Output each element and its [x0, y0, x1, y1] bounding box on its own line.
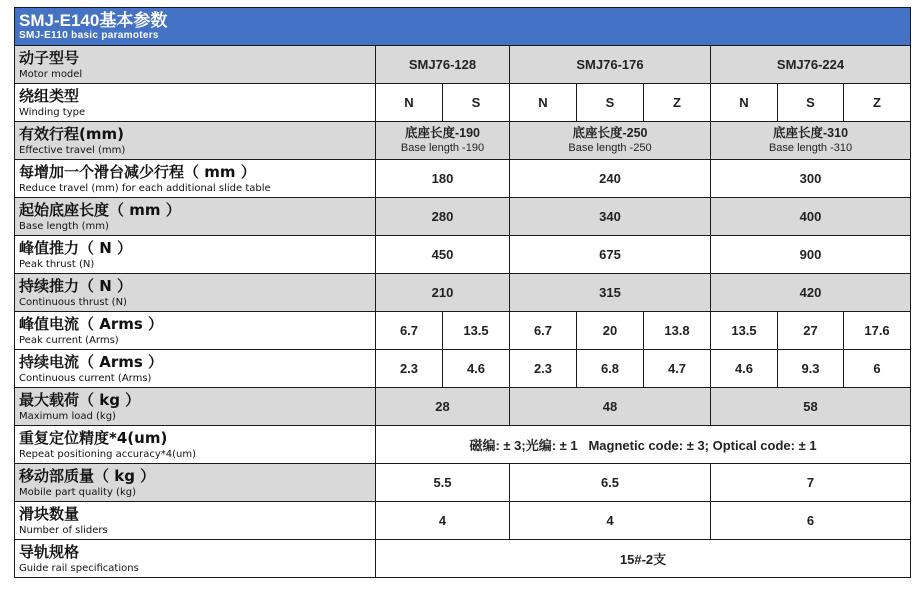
row-reduce-travel	[15, 160, 911, 198]
value-zh: 底座长度-250	[572, 126, 648, 140]
value-cell: 6	[711, 502, 911, 540]
value-cell: 240	[510, 160, 711, 198]
value-cell: 6.8	[577, 350, 644, 388]
value-cell: 4.7	[644, 350, 711, 388]
label-en: Maximum load (kg)	[19, 410, 116, 422]
row-continuous-current	[15, 350, 911, 388]
label-zh: 峰值电流（ Arms ）	[19, 314, 164, 333]
label-zh: 最大载荷（ kg ）	[19, 390, 141, 409]
row-label	[15, 464, 376, 502]
value-cell: 9.3	[778, 350, 844, 388]
value-cell: S	[443, 84, 510, 122]
value-cell	[376, 122, 510, 160]
value-en: Base length -250	[568, 142, 652, 154]
label-en: Effective travel (mm)	[19, 144, 126, 156]
label-en: Mobile part quality (kg)	[19, 486, 136, 498]
value-cell: S	[778, 84, 844, 122]
model-smj76-224: SMJ76-224	[711, 46, 911, 84]
label-zh: 移动部质量（ kg ）	[19, 466, 156, 485]
label-zh: 有效行程(mm)	[19, 124, 124, 143]
value-zh: 底座长度-310	[773, 126, 849, 140]
label-en: Peak current (Arms)	[19, 334, 119, 346]
label-zh: 起始底座长度（ mm ）	[19, 200, 181, 219]
value-cell: Z	[844, 84, 911, 122]
value-cell: S	[577, 84, 644, 122]
value-cell: 420	[711, 274, 911, 312]
value-cell: 13.8	[644, 312, 711, 350]
row-repeat-accuracy	[15, 426, 911, 464]
table-title: SMJ-E140基本参数	[19, 11, 168, 30]
value-cell: 58	[711, 388, 911, 426]
value-cell: 2.3	[376, 350, 443, 388]
row-label	[15, 236, 376, 274]
row-number-of-sliders	[15, 502, 911, 540]
value-cell: 315	[510, 274, 711, 312]
row-label	[15, 46, 376, 84]
label-zh: 持续电流（ Arms ）	[19, 352, 164, 371]
row-label	[15, 274, 376, 312]
value-cell: 13.5	[443, 312, 510, 350]
value-cell: 15#-2支	[376, 540, 911, 578]
value-cell: 2.3	[510, 350, 577, 388]
label-en: Continuous thrust (N)	[19, 296, 127, 308]
value-cell: 5.5	[376, 464, 510, 502]
table-subtitle: SMJ-E110 basic paramoters	[19, 30, 159, 41]
label-en: Base length (mm)	[19, 220, 109, 232]
row-max-load	[15, 388, 911, 426]
label-zh: 绕组类型	[19, 86, 80, 105]
label-zh: 动子型号	[19, 48, 80, 67]
value-cell: 磁编: ± 3;光编: ± 1 Magnetic code: ± 3; Optical code: ± 1	[376, 426, 911, 464]
value-cell: 7	[711, 464, 911, 502]
label-en: Winding type	[19, 106, 86, 118]
parameters-table	[14, 7, 911, 578]
value-zh: 底座长度-190	[404, 126, 481, 140]
value-cell	[510, 122, 711, 160]
label-en: Peak thrust (N)	[19, 258, 95, 270]
label-zh: 每增加一个滑台减少行程（ mm ）	[19, 162, 256, 181]
label-en: Continuous current (Arms)	[19, 372, 152, 384]
model-smj76-128: SMJ76-128	[376, 46, 510, 84]
value-cell: N	[711, 84, 778, 122]
value-cell: 210	[376, 274, 510, 312]
row-base-length	[15, 198, 911, 236]
value-cell: 27	[778, 312, 844, 350]
table-header	[15, 8, 911, 46]
label-zh: 峰值推力（ N ）	[19, 238, 132, 257]
row-label	[15, 388, 376, 426]
value-cell: 28	[376, 388, 510, 426]
row-motor-model	[15, 46, 911, 84]
label-en: Guide rail specifications	[19, 562, 139, 574]
row-continuous-thrust	[15, 274, 911, 312]
value-cell: Z	[644, 84, 711, 122]
row-guide-rail	[15, 540, 911, 578]
label-en: Motor model	[19, 68, 83, 80]
row-peak-current	[15, 312, 911, 350]
value-cell: 450	[376, 236, 510, 274]
value-cell: 675	[510, 236, 711, 274]
row-label	[15, 426, 376, 464]
label-zh: 滑块数量	[19, 504, 80, 523]
value-cell: 13.5	[711, 312, 778, 350]
value-cell: 180	[376, 160, 510, 198]
label-en: Number of sliders	[19, 524, 108, 536]
label-zh: 重复定位精度*4(um)	[19, 428, 168, 447]
value-cell: N	[510, 84, 577, 122]
row-label	[15, 84, 376, 122]
value-cell: 6	[844, 350, 911, 388]
value-cell: 400	[711, 198, 911, 236]
value-en: Base length -190	[400, 142, 485, 154]
value-cell: 4	[376, 502, 510, 540]
label-en: Repeat positioning accuracy*4(um)	[19, 448, 196, 460]
value-cell: 300	[711, 160, 911, 198]
value-cell: N	[376, 84, 443, 122]
value-cell: 6.5	[510, 464, 711, 502]
value-cell: 48	[510, 388, 711, 426]
row-winding-type	[15, 84, 911, 122]
row-effective-travel	[15, 122, 911, 160]
label-zh: 持续推力（ N ）	[19, 276, 132, 295]
value-cell: 900	[711, 236, 911, 274]
value-cell: 6.7	[510, 312, 577, 350]
row-label	[15, 160, 376, 198]
value-cell: 6.7	[376, 312, 443, 350]
value-cell: 17.6	[844, 312, 911, 350]
value-cell: 4.6	[711, 350, 778, 388]
value-cell: 280	[376, 198, 510, 236]
row-label	[15, 502, 376, 540]
row-label	[15, 312, 376, 350]
value-cell	[711, 122, 911, 160]
row-mobile-part-quality	[15, 464, 911, 502]
row-label	[15, 198, 376, 236]
model-smj76-176: SMJ76-176	[510, 46, 711, 84]
header-cell	[15, 8, 911, 46]
value-cell: 4.6	[443, 350, 510, 388]
row-peak-thrust	[15, 236, 911, 274]
label-zh: 导轨规格	[19, 542, 80, 561]
value-cell: 340	[510, 198, 711, 236]
row-label	[15, 540, 376, 578]
value-cell: 4	[510, 502, 711, 540]
value-cell: 20	[577, 312, 644, 350]
row-label	[15, 350, 376, 388]
row-label	[15, 122, 376, 160]
label-en: Reduce travel (mm) for each additional slide table	[19, 182, 271, 194]
value-en: Base length -310	[768, 142, 853, 154]
